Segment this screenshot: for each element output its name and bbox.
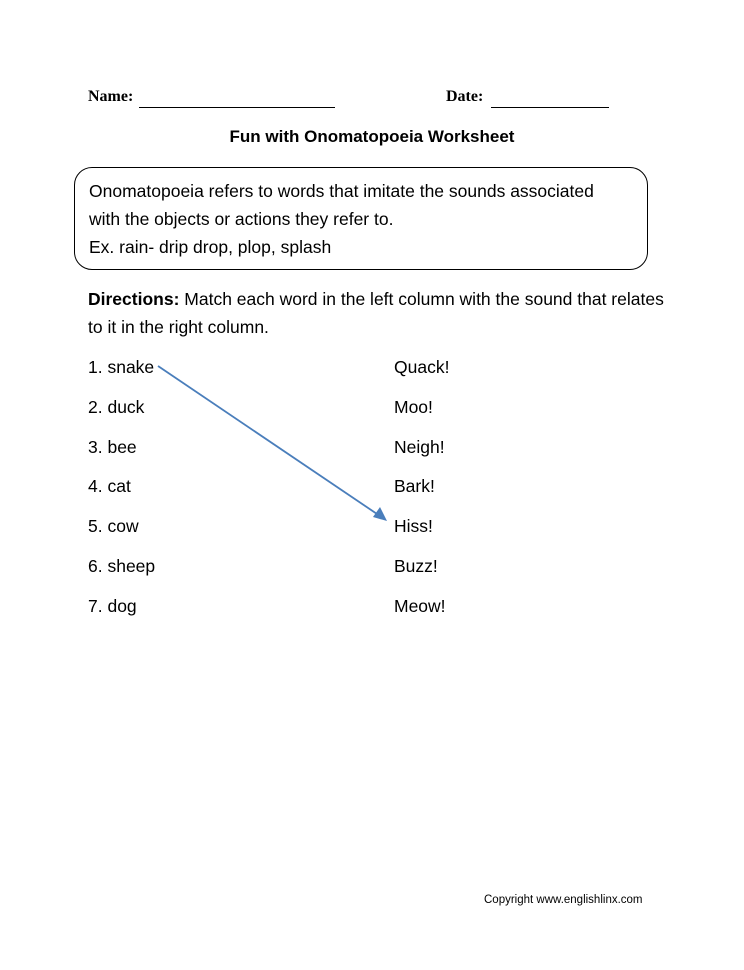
directions-text: Match each word in the left column with the sound that relates to it in the right column. (88, 289, 664, 337)
header-row (0, 88, 744, 112)
definition-line-2: with the objects or actions they refer to. (89, 209, 394, 229)
word-item: 7. dog (88, 596, 137, 616)
sound-item: Meow! (394, 596, 446, 616)
sound-item: Neigh! (394, 437, 445, 457)
definition-example: Ex. rain- drip drop, plop, splash (89, 237, 332, 257)
word-item: 2. duck (88, 397, 145, 417)
date-label: Date: (446, 88, 484, 105)
word-item: 4. cat (88, 476, 131, 496)
page-title: Fun with Onomatopoeia Worksheet (229, 127, 515, 146)
sound-item: Moo! (394, 397, 433, 417)
copyright: Copyright www.englishlinx.com (484, 894, 643, 906)
directions-label: Directions: (88, 289, 180, 309)
definition-line-1: Onomatopoeia refers to words that imitate the sounds associated (89, 181, 594, 201)
word-item: 6. sheep (88, 556, 156, 576)
arrow-head-icon (373, 507, 387, 521)
directions (88, 285, 668, 341)
definition-box (74, 167, 648, 270)
name-label: Name: (88, 88, 134, 105)
sound-item: Bark! (394, 476, 435, 496)
word-item: 1. snake (88, 357, 155, 377)
sound-item: Hiss! (394, 516, 433, 536)
word-item: 5. cow (88, 516, 139, 536)
name-field[interactable] (139, 107, 335, 108)
word-item: 3. bee (88, 437, 137, 457)
arrow-line (158, 366, 380, 516)
sound-item: Buzz! (394, 556, 438, 576)
sound-item: Quack! (394, 357, 450, 377)
date-field[interactable] (491, 107, 609, 108)
